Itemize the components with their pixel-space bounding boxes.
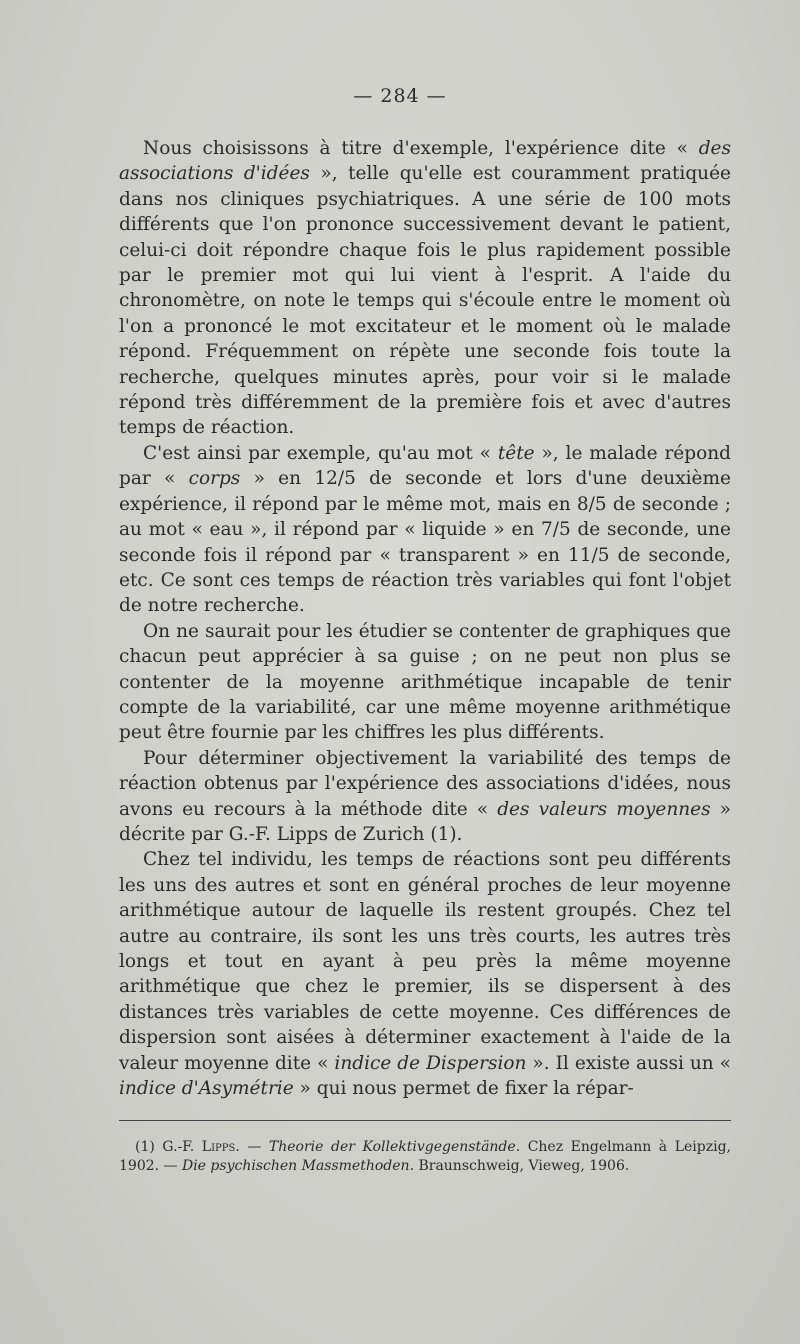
body-text (119, 136, 731, 1101)
page-number: — 284 — (353, 85, 447, 107)
italic-run: indice d'Asymétrie (119, 1078, 294, 1100)
italic-run: indice de Dispersion (334, 1052, 527, 1074)
text-run: » qui nous permet de fixer la répar- (293, 1078, 634, 1100)
italic-run: Die psychischen Massmethoden (181, 1158, 410, 1174)
paragraph-5 (119, 847, 731, 1101)
italic-run: Theorie der Kollektivgegenstände (268, 1139, 516, 1155)
text-run: Pour déterminer objectivement la variabilité des temps de réaction obtenus par l'expérience des associations d'idées, nous avons eu recours à la méthode dite « (119, 747, 731, 820)
text-run: On ne saurait pour les étudier se contenter de graphiques que chacun peut apprécier à sa guise ; on ne peut non plus se contenter de la moyenne arithmétique incapable de tenir compte de la variabilité, car une même moyenne arithmétique peut être fournie par les chiffres les plus différents. (119, 620, 731, 744)
text-run: . — (235, 1139, 269, 1155)
footnote-divider (119, 1120, 731, 1121)
paragraph-4 (119, 746, 731, 848)
text-run: » décrite par G.-F. Lipps de Zurich (1). (119, 798, 732, 845)
paragraph-2 (119, 441, 731, 619)
footnote (119, 1138, 731, 1176)
text-run: Chez tel individu, les temps de réactions sont peu différents les uns des autres et sont en général proches de leur moyenne arithmétique autour de laquelle ils restent groupés. Chez tel autre au contraire, ils sont les uns très courts, les autres très longs et tout en ayant à peu près la même moyenne arithmétique que chez le premier, ils se dispersent à des distances très variables de cette moyenne. Ces différences de dispersion sont aisées à déterminer exactement à l'aide de la valeur moyenne dite « (119, 849, 731, 1074)
italic-run: des valeurs moyennes (497, 798, 711, 820)
paragraph-3 (119, 619, 731, 746)
smallcaps-run: Lipps (201, 1139, 236, 1155)
text-run: », le malade répond par « (119, 442, 731, 490)
text-run: Nous choisissons à titre d'exemple, l'expérience dite « (143, 138, 699, 159)
text-run: (1) G.-F. (135, 1139, 202, 1155)
text-run: ». Il existe aussi un « (526, 1052, 731, 1074)
text-run: C'est ainsi par exemple, qu'au mot « (143, 442, 498, 464)
text-run: », telle qu'elle est couramment pratiquée dans nos cliniques psychiatriques. A une série de 100 mots différents que l'on prononce successivement devant le patient, celui-ci doit répondre chaque fois le plus rapidement possible par le premier mot qui lui vient à l'esprit. A l'aide du chronomètre, on note le temps qui s'écoule entre le moment où l'on a prononcé le mot excitateur et le moment où le malade répond. Fréquemment on répète une seconde fois toute la recherche, quelques minutes après, pour voir si le malade répond très différemment de la première fois et avec d'autres temps de réaction. (119, 163, 731, 439)
text-run: . Chez Engelmann à Leipzig, 1902. — (119, 1139, 731, 1174)
text-run: . Braunschweig, Vieweg, 1906. (409, 1158, 630, 1174)
paragraph-1 (119, 136, 731, 441)
italic-run: tête (497, 442, 535, 464)
text-run: » en 12/5 de seconde et lors d'une deuxième expérience, il répond par le même mot, mais en 8/5 de seconde ; au mot « eau », il répond par « liquide » en 7/5 de seconde, une seconde fois il répond par « transparent » en 11/5 de seconde, etc. Ce sont ces temps de réaction très variables qui font l'objet de notre recherche. (119, 468, 731, 617)
italic-run: corps (188, 468, 241, 490)
italic-run: des associations d'idées (119, 138, 731, 185)
